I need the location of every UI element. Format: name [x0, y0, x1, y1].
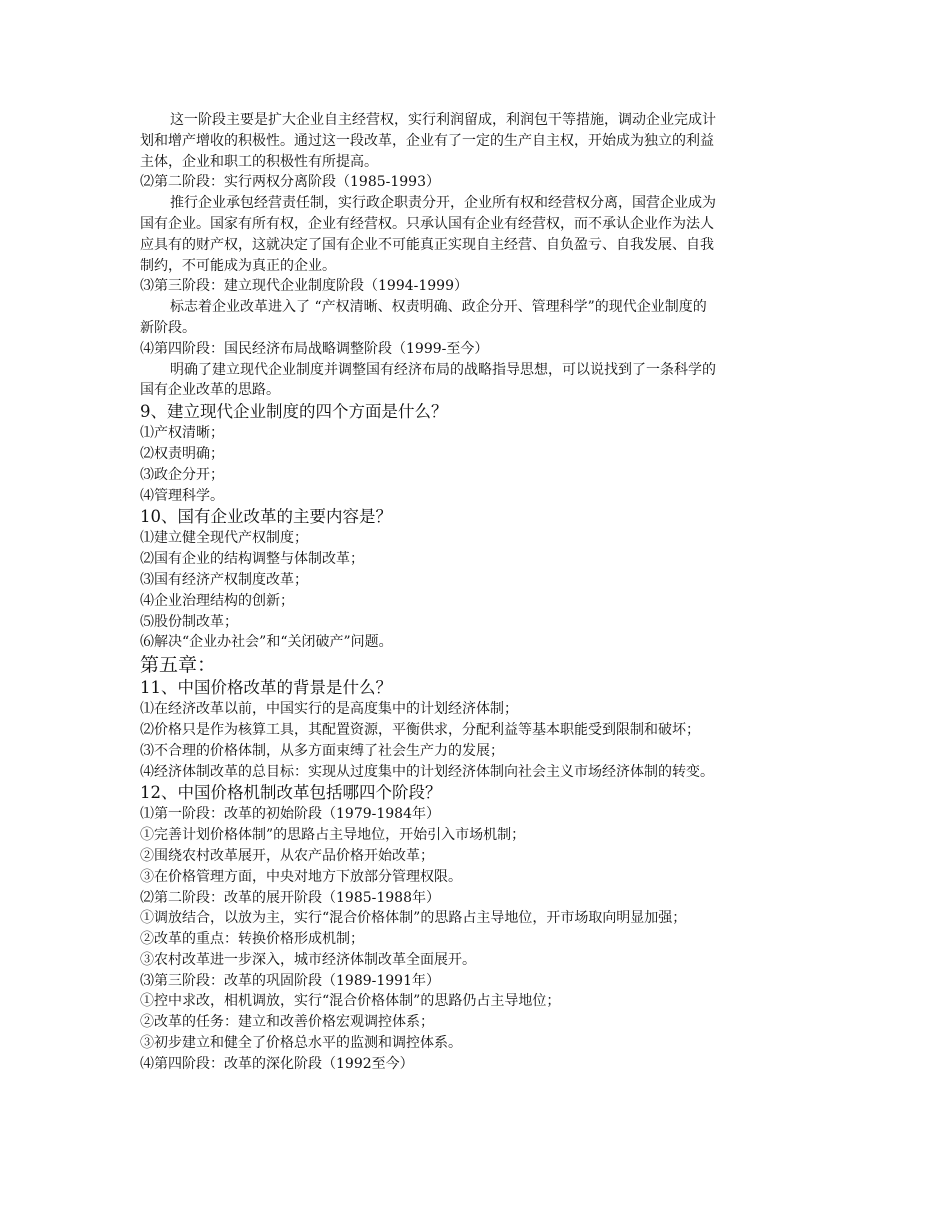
- question-heading: 9、建立现代企业制度的四个方面是什么？: [140, 402, 448, 422]
- list-item: ⑷第四阶段：国民经济布局战略调整阶段（1999-至今）: [140, 340, 489, 357]
- list-item: ⑴产权清晰；: [140, 425, 224, 442]
- list-item: ⑴第一阶段：改革的初始阶段（1979-1984年）: [140, 806, 440, 823]
- paragraph-line: 标志着企业改革进入了 “产权清晰、权责明确、政企分开、管理科学”的现代企业制度的: [170, 299, 707, 316]
- paragraph-line: 主体，企业和职工的积极性有所提高。: [140, 153, 378, 170]
- list-item: ③初步建立和健全了价格总水平的监测和调控体系。: [140, 1035, 462, 1052]
- list-item: ⑵国有企业的结构调整与体制改革；: [140, 551, 364, 568]
- paragraph-line: 推行企业承包经营责任制，实行政企职责分开，企业所有权和经营权分离，国营企业成为: [170, 195, 716, 212]
- list-item: ⑶第三阶段：建立现代企业制度阶段（1994-1999）: [140, 278, 468, 295]
- list-item: ②改革的任务：建立和改善价格宏观调控体系；: [140, 1014, 434, 1031]
- list-item: ⑷第四阶段：改革的深化阶段（1992至今）: [140, 1055, 414, 1072]
- list-item: ②围绕农村改革展开，从农产品价格开始改革；: [140, 847, 434, 864]
- list-item: ⑴在经济改革以前，中国实行的是高度集中的计划经济体制；: [140, 701, 518, 718]
- list-item: ⑷经济体制改革的总目标：实现从过度集中的计划经济体制向社会主义市场经济体制的转变。: [140, 763, 714, 780]
- list-item: ⑵第二阶段：改革的展开阶段（1985-1988年）: [140, 889, 440, 906]
- paragraph-line: 明确了建立现代企业制度并调整国有经济布局的战略指导思想，可以说找到了一条科学的: [170, 361, 716, 378]
- list-item: ⑵权责明确；: [140, 445, 224, 462]
- paragraph-line: 国有企业改革的思路。: [140, 382, 280, 399]
- question-heading: 12、中国价格机制改革包括哪四个阶段？: [140, 783, 442, 803]
- paragraph-line: 国有企业。国家有所有权，企业有经营权。只承认国有企业有经营权，而不承认企业作为法人: [140, 215, 714, 232]
- question-heading: 10、国有企业改革的主要内容是？: [140, 507, 392, 527]
- list-item: ⑶政企分开；: [140, 466, 224, 483]
- list-item: ⑷企业治理结构的创新；: [140, 592, 294, 609]
- list-item: ②改革的重点：转换价格形成机制；: [140, 931, 364, 948]
- list-item: ③在价格管理方面，中央对地方下放部分管理权限。: [140, 868, 462, 885]
- list-item: ⑵价格只是作为核算工具，其配置资源，平衡供求，分配利益等基本职能受到限制和破坏；: [140, 721, 700, 738]
- list-item: ⑴建立健全现代产权制度；: [140, 530, 308, 547]
- paragraph-line: 应具有的财产权，这就决定了国有企业不可能真正实现自主经营、自负盈亏、自我发展、自我: [140, 236, 714, 253]
- list-item: ①控中求改，相机调放，实行“混合价格体制”的思路仍占主导地位；: [140, 993, 561, 1010]
- list-item: ⑵第二阶段：实行两权分离阶段（1985-1993）: [140, 174, 440, 191]
- list-item: ⑹解决“企业办社会”和“关闭破产”问题。: [140, 634, 393, 651]
- question-heading: 11、中国价格改革的背景是什么？: [140, 678, 392, 698]
- list-item: ①调放结合，以放为主，实行“混合价格体制”的思路占主导地位，开市场取向明显加强；: [140, 910, 687, 927]
- paragraph-line: 制约，不可能成为真正的企业。: [140, 257, 336, 274]
- document-page: [140, 110, 812, 1075]
- chapter-heading: 第五章：: [140, 654, 217, 677]
- list-item: ⑶不合理的价格体制，从多方面束缚了社会生产力的发展；: [140, 742, 504, 759]
- list-item: ①完善计划价格体制”的思路占主导地位，开始引入市场机制；: [140, 827, 526, 844]
- list-item: ⑶第三阶段：改革的巩固阶段（1989-1991年）: [140, 972, 440, 989]
- paragraph-line: 这一阶段主要是扩大企业自主经营权，实行利润留成，利润包干等措施，调动企业完成计: [170, 112, 716, 128]
- list-item: ⑸股份制改革；: [140, 613, 238, 630]
- paragraph-line: 新阶段。: [140, 319, 196, 336]
- list-item: ⑶国有经济产权制度改革；: [140, 571, 308, 588]
- list-item: ③农村改革进一步深入，城市经济体制改革全面展开。: [140, 951, 476, 968]
- list-item: ⑷管理科学。: [140, 487, 224, 504]
- paragraph-line: 划和增产增收的积极性。通过这一段改革，企业有了一定的生产自主权，开始成为独立的利益: [140, 132, 714, 149]
